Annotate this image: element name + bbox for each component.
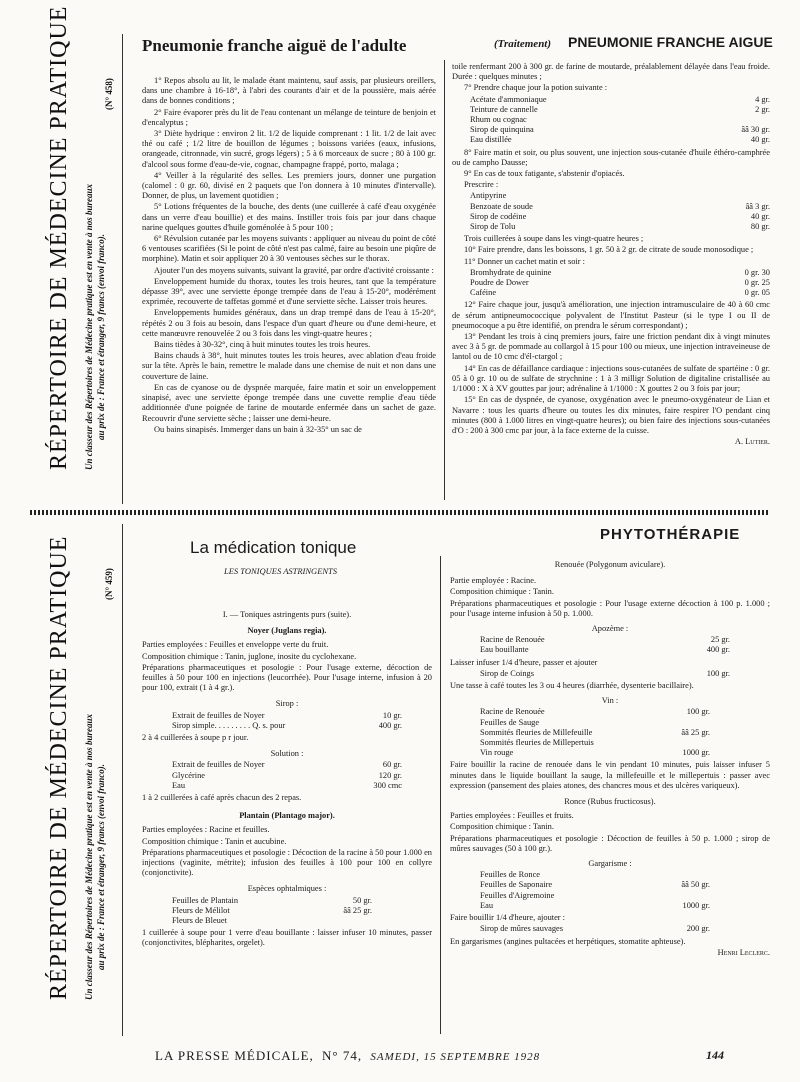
paragraph: Parties employées : Feuilles et fruits. <box>450 811 574 821</box>
rx-row: Rhum ou cognac <box>470 115 527 125</box>
rx-row: Caféine 0 gr. 05 <box>470 288 770 298</box>
rx-row: Sirop simple. . . . . . . . . Q. s. pour 400 gr. <box>172 720 402 730</box>
paragraph: Parties employées : Feuilles et enveloppe verte du fruit. <box>142 640 329 650</box>
rx-row: Feuilles d'Aigremoine <box>480 890 555 900</box>
rx-row: Sirop de quinquina ââ 30 gr. <box>470 125 770 135</box>
plant-title: Noyer (Juglans regia). <box>247 626 327 636</box>
rx-row: Racine de Renouée 100 gr. <box>480 707 710 717</box>
recipe-title: Apozème : <box>591 624 629 634</box>
article1-right-column <box>452 62 770 448</box>
article-title: Pneumonie franche aiguë de l'adulte <box>142 36 407 55</box>
rx-row: Eau bouillante 400 gr. <box>480 645 730 655</box>
sidebar-subtitle-2: au prix de : France et étranger, 9 francs (envoi franco). <box>96 764 106 970</box>
signature: A. Lutier. <box>734 437 770 447</box>
paragraph: Composition chimique : Tanin et aucubine. <box>142 836 287 846</box>
column-divider <box>440 556 441 1034</box>
recipe-title: Gargarisme : <box>588 859 632 869</box>
rx-row: Antipyrine <box>470 191 507 201</box>
paragraph: 7° Prendre chaque jour la potion suivante : <box>464 83 608 93</box>
recipe-title: Espèces ophtalmiques : <box>247 884 327 894</box>
paragraph: 2° Faire évaporer près du lit de l'eau contenant un mélange de teinture de benjoin et d'encalyptus ; <box>142 107 436 127</box>
sidebar-subtitle-1: Un classeur des Répertoires de Médecine pratique est en vente à nos bureaux <box>84 184 94 470</box>
rx-row: Sommités fleuries de Millefeuille ââ 25 gr. <box>480 727 710 737</box>
paragraph: Ajouter l'un des moyens suivants, suivant la gravité, par ordre d'activité croissante : <box>154 265 434 275</box>
paragraph: Partie employée : Racine. <box>450 576 537 586</box>
recipe-title: Solution : <box>270 749 304 759</box>
plant-title: Ronce (Rubus fructicosus). <box>564 797 656 807</box>
rx-row: Poudre de Dower 0 gr. 25 <box>470 278 770 288</box>
paragraph: Trois cuillerées à soupe dans les vingt-quatre heures ; <box>464 234 644 244</box>
article-heading: PNEUMONIE FRANCHE AIGUE <box>568 34 773 50</box>
recipe-title: Vin : <box>601 696 619 706</box>
rx-row: Eau distillée 40 gr. <box>470 135 770 145</box>
sidebar-title: RÉPERTOIRE DE MÉDECINE PRATIQUE <box>46 5 72 470</box>
paragraph: Ou bains sinapisés. Immerger dans un bain à 32-35° un sac de <box>154 424 362 434</box>
page-footer <box>155 1048 540 1064</box>
plant-title: Renouée (Polygonum aviculare). <box>554 560 666 569</box>
paragraph: Préparations pharmaceutiques et posologie : Pour l'usage externe, décoction de feuilles à 50 pour 100 en injections (leucorrhée). Pour l'usage interne, infusion à 20 pour 100, extrait (1 à 4 gr.). <box>142 662 432 693</box>
signature: Henri Leclerc. <box>717 947 770 957</box>
rx-row: Feuilles de Sauge <box>480 717 540 727</box>
prescription <box>172 896 372 927</box>
paragraph: Faire bouillir la racine de renouée dans le vin pendant 10 minutes, puis laisser infuser 5 minutes dans le liquide bouillant la sauge, la millefeuille et le millepertuis : passer avec expression (pansement des plaies atones, des chancres mous et des ulcères variqueux). <box>450 760 770 790</box>
prescription <box>480 924 710 934</box>
rx-row: Extrait de feuilles de Noyer 10 gr. <box>172 710 402 720</box>
page-number: 144 <box>706 1048 724 1062</box>
prescription <box>480 669 730 679</box>
article-title: La médication tonique <box>190 538 357 557</box>
rx-row: Fleurs de Bleuet <box>172 916 227 926</box>
prescription <box>480 635 730 655</box>
paragraph: 1° Repos absolu au lit, le malade étant maintenu, sauf assis, par plusieurs oreillers, dans une chambre à 16-18°, à l'abri des courants d'air et de la poussière, mais aérée dans de bonnes conditions ; <box>142 76 436 106</box>
rx-row: Benzoate de soude ââ 3 gr. <box>470 201 770 211</box>
article-subtitle: LES TONIQUES ASTRINGENTS <box>224 566 338 576</box>
rx-row: Sommités fleuries de Millepertuis <box>480 738 594 748</box>
paragraph: 2 à 4 cuillerées à soupe p r jour. <box>142 733 249 743</box>
rx-row: Sirop de mûres sauvages 200 gr. <box>480 924 710 934</box>
paragraph: Préparations pharmaceutiques et posologie : Décoction de la racine à 50 pour 1.000 en injections (vaginite, métrite); infusion des feuilles à 100 pour 100 en collyre (conjonctivite). <box>142 847 432 878</box>
rx-row: Feuilles de Plantain 50 gr. <box>172 895 372 905</box>
paragraph: 1 à 2 cuillerées à café après chacun des 2 repas. <box>142 793 302 803</box>
rx-row: Bromhydrate de quinine 0 gr. 30 <box>470 267 770 277</box>
paragraph: Bains tièdes à 30-32°, cinq à huit minutes toutes les trois heures. <box>154 340 371 350</box>
paragraph: 3° Diète hydrique : environ 2 lit. 1/2 de liquide comprenant : 1 lit. 1/2 de lait avec thé ou café ; 1/2 litre de bouillon de légumes ; boissons variées (eaux, infusions, orangeade, citronnade, vin sucré, grogs légers) ; 5 à 6 morceaux de sucre ; 80 à 100 gr. d'alcool sous forme d'eau-de-vie, cognac, champagne frappé, porto, malaga ; <box>142 129 436 169</box>
paragraph: 14° En cas de défaillance cardiaque : injections sous-cutanées de sulfate de spartéine : 0 gr. 05 à 0 gr. 10 ou de sulfate de strychnine : 1 à 3 milligr Solution de digitaline cristallisée au 1/1000 : X à XV gouttes par jour; adrénaline à 1/1000 : X gouttes 2 ou 3 fois par jour; <box>452 363 770 394</box>
paragraph: En gargarismes (angines pultacées et herpétiques, stomatite aphteuse). <box>450 936 686 946</box>
article-heading: PHYTOTHÉRAPIE <box>600 526 741 543</box>
sidebar-number: (N° 458) <box>104 78 114 110</box>
prescription <box>172 711 402 731</box>
rx-row: Feuilles de Saponaire ââ 50 gr. <box>480 880 710 890</box>
prescription-3 <box>470 268 770 299</box>
rx-row: Teinture de cannelle 2 gr. <box>470 104 770 114</box>
paragraph: 8° Faire matin et soir, ou plus souvent, une injection sous-cutanée d'huile éthéro-camphrée ou de campho Dausse; <box>452 147 770 167</box>
paragraph: En cas de cyanose ou de dyspnée marquée, faire matin et soir un enveloppement sinapisé, avec une serviette éponge trempée dans une cuvette remplie d'eau tiède additionnée d'une poignée de farine de moutarde enfermée dans un sachet de gaze. Recouvrir d'une serviette sèche ; laisser une demi-heure. <box>142 382 436 423</box>
journal-name: LA PRESSE MÉDICALE, <box>155 1048 314 1063</box>
paragraph: Composition chimique : Tanin. <box>450 822 554 832</box>
rx-row: Eau 1000 gr. <box>480 900 710 910</box>
rx-row: Sirop de codéine 40 gr. <box>470 211 770 221</box>
rx-row: Glycérine 120 gr. <box>172 770 402 780</box>
paragraph: Préparations pharmaceutiques et posologie : Décoction de feuilles à 50 p. 1.000 ; sirop de mûres sauvages (50 à 100 gr.). <box>450 833 770 853</box>
rx-row: Eau 300 cmc <box>172 780 402 790</box>
paragraph: 10° Faire prendre, dans les boissons, 1 gr. 50 à 2 gr. de citrate de soude monosodique ; <box>464 245 754 255</box>
paragraph: Enveloppements humides généraux, dans un drap trempé dans de l'eau à 15-20°, répétés 2 ou 3 fois au besoin, dans l'espace d'un quart d'heure ou d'une demi-heure, et cette manœuvre renouvelée 2 ou 3 fois dans les vingt-quatre heures ; <box>142 308 436 338</box>
issue-number: N° 74, <box>322 1048 363 1063</box>
paragraph: 4° Veiller à la régularité des selles. Les premiers jours, donner une purgation (calomel : 0 gr. 60, divisé en 2 paquets que l'on donnera à 10 minutes d'intervalle). Donner, de plus, un lavement quotidien ; <box>142 170 436 201</box>
sidebar-number: (N° 459) <box>104 568 114 600</box>
paragraph: 6° Révulsion cutanée par les moyens suivants : appliquer au niveau du point de côté 6 ventouses scarifiées (Si le point de côté n'est pas calmé, faire au besoin une piqûre de morphine). Matin et soir appliquer 20 à 30 ventouses sèches sur le thorax. <box>142 234 436 264</box>
paragraph: Parties employées : Racine et feuilles. <box>142 825 270 835</box>
section-title: I. — Toniques astringents purs (suite). <box>222 610 352 619</box>
rx-row: Extrait de feuilles de Noyer 60 gr. <box>172 760 402 770</box>
rx-row: Fleurs de Mélilot ââ 25 gr. <box>172 905 372 915</box>
rx-row: Acétate d'ammoniaque 4 gr. <box>470 94 770 104</box>
prescription <box>172 760 402 791</box>
column-divider <box>444 60 445 500</box>
paragraph: Enveloppement humide du thorax, toutes les trois heures, tant que la température dépasse 39°, avec une serviette éponge trempée dans de l'eau à 15-20°, modérément exprimée, recouverte de taffetas gommé et d'une serviette sèche. Laisser trois heures. <box>142 276 436 307</box>
sidebar-divider <box>122 34 123 504</box>
recipe-title: Sirop : <box>275 699 299 709</box>
prescription-1 <box>470 95 770 146</box>
paragraph: Préparations pharmaceutiques et posologie : Pour l'usage externe décoction à 100 p. 1.000 ; pour l'usage interne infusion à 50 p. 1.000. <box>450 598 770 618</box>
rx-row: Sirop de Tolu 80 gr. <box>470 222 770 232</box>
article2-left-column <box>142 610 432 950</box>
prescription-2 <box>470 191 770 232</box>
article-tag: (Traitement) <box>494 38 552 50</box>
prescription <box>480 870 710 911</box>
article2-right-column <box>450 560 770 959</box>
rx-row: Racine de Renouée 25 gr. <box>480 635 730 645</box>
paragraph: Prescrire : <box>464 180 499 190</box>
rx-row: Sirop de Coings 100 gr. <box>480 668 730 678</box>
rx-row: Feuilles de Ronce <box>480 870 541 880</box>
paragraph: 13° Pendant les trois à cinq premiers jours, faire une friction pendant dix à vingt minutes avec 3 à 5 gr. de pommade au collargol à 15 pour 100 ou mieux, une injection intraveineuse de lantol ou de 10 cmc d'él-ctargol ; <box>452 332 770 362</box>
plant-title: Plantain (Plantago major). <box>239 811 335 821</box>
rx-row: Vin rouge 1000 gr. <box>480 748 710 758</box>
paragraph: 9° En cas de toux fatigante, s'abstenir d'opiacés. <box>464 169 625 179</box>
paragraph: 1 cuillerée à soupe pour 1 verre d'eau bouillante : laisser infuser 10 minutes, passer (conjonctivites, blépharites, orgelet). <box>142 928 432 948</box>
paragraph: 5° Lotions fréquentes de la bouche, des dents (une cuillerée à café d'eau oxygénée dans un verre d'eau bouillie) et des mains. Instiller trois fois par jour dans chaque narine quelques gouttes d'huile goménolée à 5 pour 100 ; <box>142 202 436 232</box>
issue-date: SAMEDI, 15 SEPTEMBRE 1928 <box>370 1051 541 1063</box>
paragraph: toile renfermant 200 à 300 gr. de farine de moutarde, préalablement délayée dans l'eau froide. Durée : quelques minutes ; <box>452 62 770 82</box>
section-separator <box>30 510 770 515</box>
paragraph: Laisser infuser 1/4 d'heure, passer et ajouter <box>450 657 598 667</box>
prescription <box>480 707 710 758</box>
sidebar-title: RÉPERTOIRE DE MÉDECINE PRATIQUE <box>46 535 72 1000</box>
paragraph: 15° En cas de dyspnée, de cyanose, oxygénation avec le pneumo-oxygénateur de Lian et Navarre : tous les quarts d'heure ou toutes les dix minutes, faire respirer l'O pendant cinq minutes (800 à 1.000 litres en vingt-quatre heures); ou bien faire des injections sous-cutanées d'O : 200 à 300 cmc par jour, à la face externe de la cuisse. <box>452 395 770 435</box>
sidebar-divider <box>122 524 123 1036</box>
sidebar-subtitle-1: Un classeur des Répertoires de Médecine pratique est en vente à nos bureaux <box>84 714 94 1000</box>
article1-left-column <box>142 76 436 436</box>
paragraph: Une tasse à café toutes les 3 ou 4 heures (diarrhée, dysenterie bacillaire). <box>450 681 694 691</box>
paragraph: Faire bouillir 1/4 d'heure, ajouter : <box>450 913 566 923</box>
paragraph: Bains chauds à 38°, huit minutes toutes les trois heures, avec ablation d'eau froide sur la tête. Après le bain, remettre le malade dans une chemise de nuit et non dans une couverture de laine. <box>142 351 436 381</box>
paragraph: 12° Faire chaque jour, jusqu'à amélioration, une injection intramusculaire de 40 à 60 cmc de sérum antipneumococcique polyvalent de l'Institut Pasteur (si le type I ou II de pneumocoque a pu être identifié, on prendra le sérum correspondant) ; <box>452 300 770 330</box>
paragraph: Composition chimique : Tanin, juglone, inosite du cyclohexane. <box>142 651 357 661</box>
paragraph: 11° Donner un cachet matin et soir : <box>464 256 585 266</box>
sidebar-subtitle-2: au prix de : France et étranger, 9 francs (envoi franco). <box>96 234 106 440</box>
paragraph: Composition chimique : Tanin. <box>450 587 554 597</box>
